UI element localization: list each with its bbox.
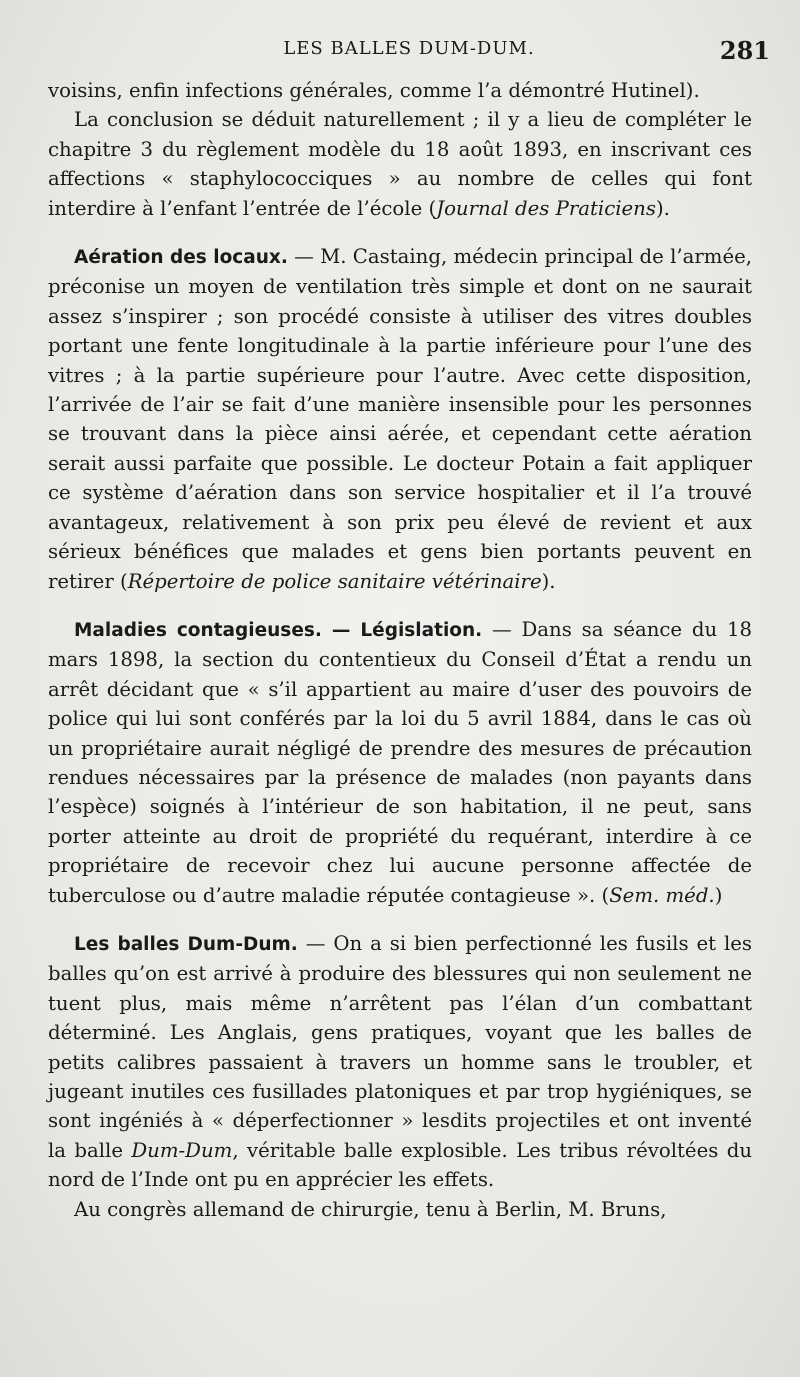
- section-heading: Aération des locaux.: [74, 247, 288, 269]
- paragraph-text: — On a si bien perfectionné les fusils et les balles qu’on est arrivé à produire des blessures qui non seulement ne tuent plus, mais même n’arrêtent pas l’élan d’un combattant déterminé. Les Anglais, gens pratiques, voyant que les balles de petits calibres passaient à travers un homme sans le troubler, et jugeant inutiles ces fusillades platoniques et par trop hygiéniques, se sont ingéniés à « déperfectionner » lesdits projectiles et ont inventé la balle: [48, 931, 752, 1162]
- source-citation: Sem. méd.: [609, 883, 715, 907]
- section-heading: Maladies contagieuses. — Législation.: [74, 619, 483, 641]
- paragraph-text: Au congrès allemand de chirurgie, tenu à Berlin, M. Bruns,: [74, 1197, 667, 1221]
- paragraph-text: ).: [541, 569, 556, 593]
- paragraph-text: ): [714, 883, 723, 907]
- page-body: [48, 76, 752, 1224]
- paragraph-text: , véritable balle explosible. Les tribus révoltées du nord de l’Inde ont pu en apprécier les effets.: [48, 1138, 752, 1192]
- source-citation: Journal des Praticiens: [436, 196, 656, 220]
- continued-paragraph: [48, 76, 752, 105]
- closing-paragraph: [48, 1195, 752, 1224]
- conclusion-paragraph: [48, 105, 752, 223]
- page-header: [48, 38, 770, 70]
- paragraph-text: — Dans sa séance du 18 mars 1898, la section du contentieux du Conseil d’État a rendu un arrêt décidant que « s’il appartient au maire d’user des pouvoirs de police qui lui sont conférés par la loi du 5 avril 1884, dans le cas où un propriétaire aurait négligé de prendre des mesures de précaution rendues nécessaires par la présence de malades (non payants dans l’espèce) soignés à l’intérieur de son habitation, il ne peut, sans porter atteinte au droit de propriété du requérant, interdire à ce propriétaire de recevoir chez lui aucune personne affectée de tuberculose ou d’autre maladie réputée contagieuse ». (: [48, 617, 752, 907]
- page-number: 281: [719, 36, 770, 65]
- paragraph-text: — M. Castaing, médecin principal de l’armée, préconise un moyen de ventilation très simple et dont on ne saurait assez s’inspirer ; son procédé consiste à utiliser des vitres doubles portant une fente longitudinale à la partie inférieure pour l’une des vitres ; à la partie supérieure pour l’autre. Avec cette disposition, l’arrivée de l’air se fait d’une manière insensible pour les personnes se trouvant dans la pièce ainsi aérée, et cependant cette aération serait aussi parfaite que possible. Le docteur Potain a fait appliquer ce système d’aération dans son service hospitalier et il l’a trouvé avantageux, relativement à son prix peu élevé de revient et aux sérieux bénéfices que malades et gens bien portants peuvent en retirer (: [48, 245, 752, 593]
- section-aeration: [48, 242, 752, 596]
- paragraph-text: ).: [655, 196, 670, 220]
- emphasis-term: Dum-Dum: [131, 1138, 233, 1162]
- paragraph-text: La conclusion se déduit naturellement ; il y a lieu de compléter le chapitre 3 du règlement modèle du 18 août 1893, en inscrivant ces affections « staphylococciques » au nombre de celles qui font interdire à l’enfant l’entrée de l’école (: [48, 108, 752, 220]
- section-heading: Les balles Dum-Dum.: [74, 933, 298, 955]
- paragraph-text: voisins, enfin infections générales, comme l’a démontré Hutinel).: [48, 79, 700, 102]
- source-citation: Répertoire de police sanitaire vétérinaire: [127, 569, 542, 593]
- section-maladies: [48, 615, 752, 910]
- section-balles: [48, 929, 752, 1195]
- running-head: LES BALLES DUM-DUM.: [283, 38, 535, 59]
